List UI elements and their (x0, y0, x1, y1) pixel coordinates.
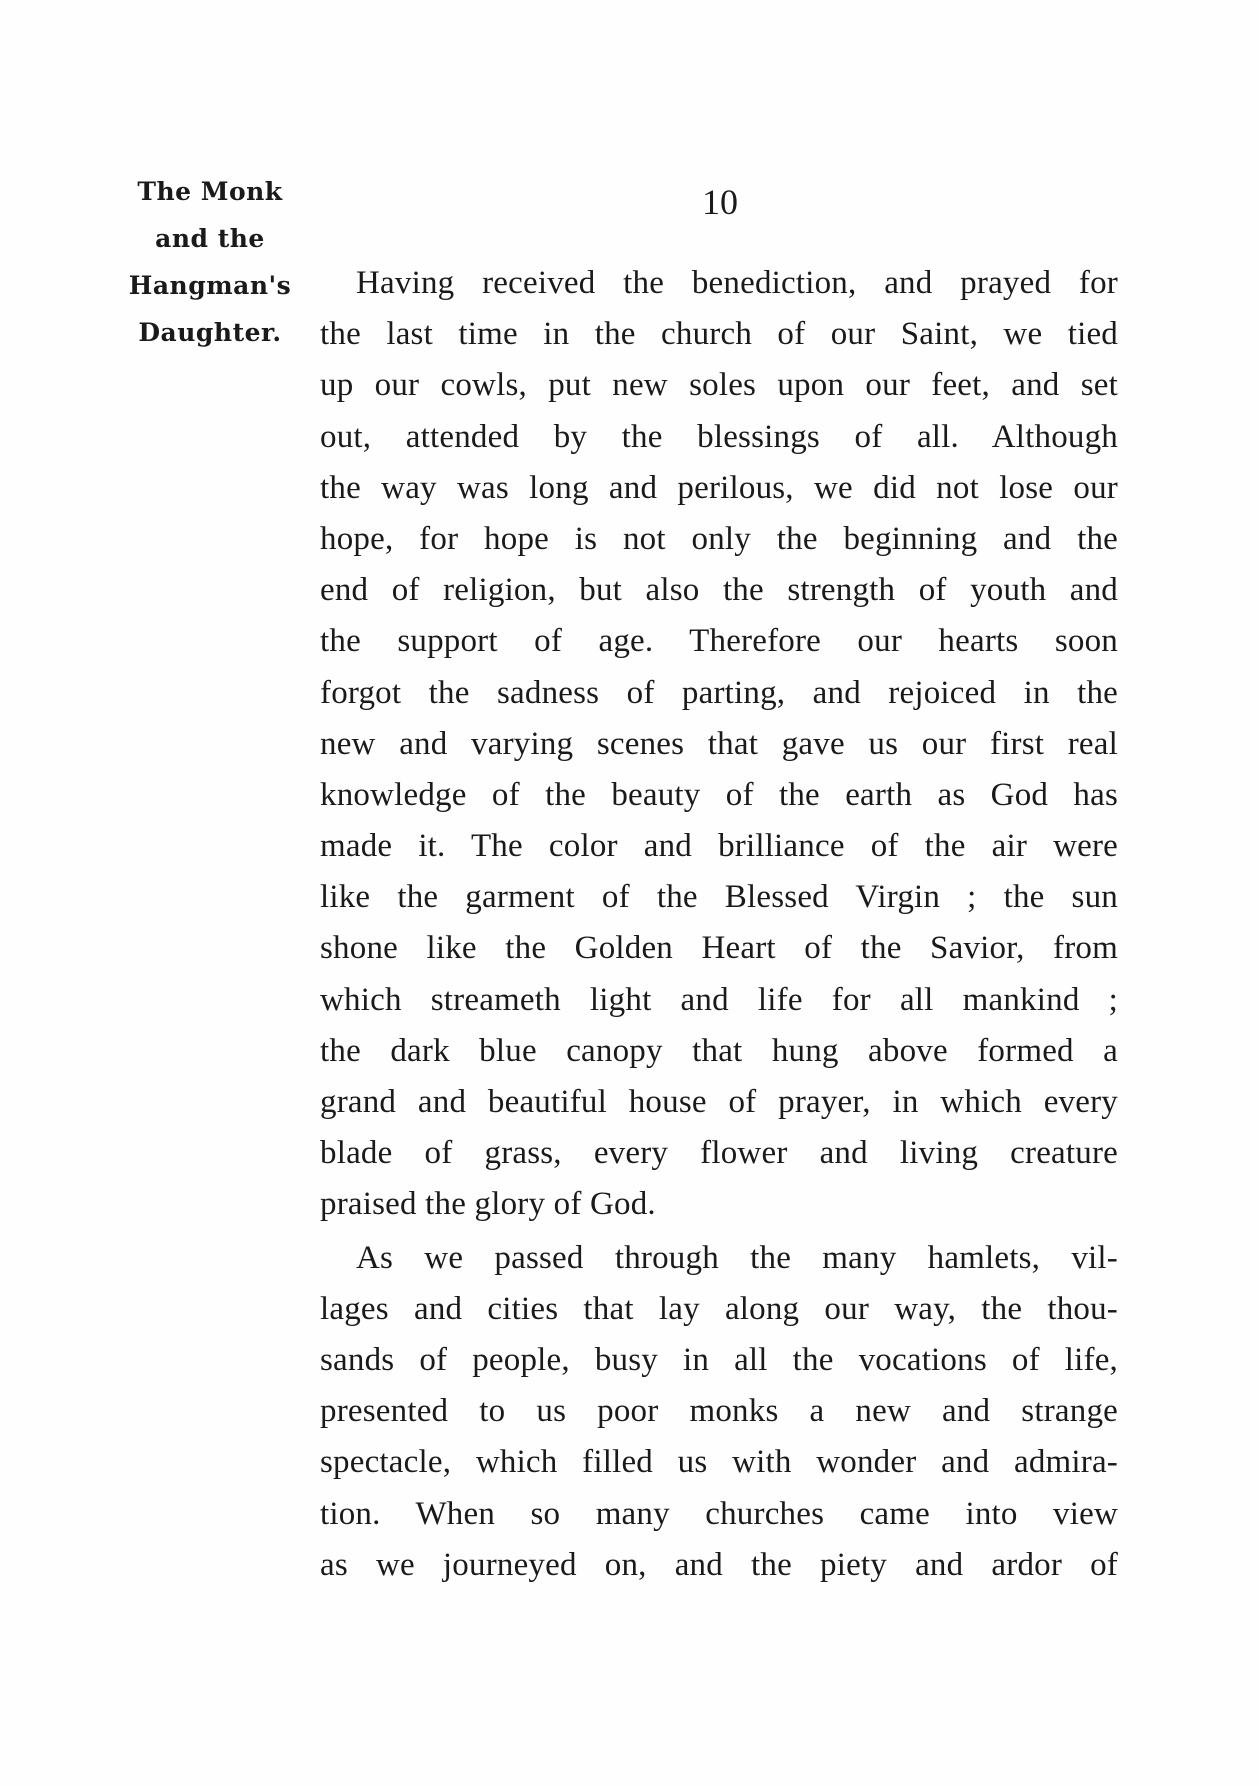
text-line: hope, for hope is not only the beginning and the (320, 520, 1118, 557)
text-line: blade of grass, every flower and living creature (320, 1135, 1118, 1172)
text-line: the way was long and perilous, we did not lose our (320, 469, 1118, 506)
text-line: spectacle, which filled us with wonder and admira- (320, 1444, 1118, 1481)
text-line: which streameth light and life for all mankind ; (320, 981, 1118, 1018)
text-line: as we journeyed on, and the piety and ardor of (320, 1546, 1118, 1583)
text-line: forgot the sadness of parting, and rejoiced in the (320, 674, 1118, 711)
text-line: As we passed through the many hamlets, vil- (356, 1239, 1118, 1276)
running-title (110, 168, 310, 356)
text-line: tion. When so many churches came into view (320, 1495, 1118, 1532)
body-text (320, 258, 1118, 1591)
paragraph-2 (320, 1233, 1118, 1591)
paragraph-1 (320, 258, 1118, 1231)
text-line: made it. The color and brilliance of the air were (320, 828, 1118, 865)
running-title-line: Hangman's (128, 271, 292, 300)
page-number: 10 (702, 182, 738, 222)
text-line: grand and beautiful house of prayer, in which every (320, 1084, 1118, 1120)
text-line: sands of people, busy in all the vocations of life, (320, 1341, 1118, 1378)
text-line: up our cowls, put new soles upon our feet, and set (320, 367, 1118, 404)
text-line: new and varying scenes that gave us our first real (320, 725, 1118, 762)
running-title-line: Daughter. (138, 318, 282, 347)
text-line: presented to us poor monks a new and strange (320, 1393, 1118, 1430)
running-title-line: and the (155, 224, 265, 253)
text-line: lages and cities that lay along our way, the thou- (320, 1290, 1118, 1327)
text-line: the dark blue canopy that hung above formed a (320, 1032, 1118, 1069)
text-line: knowledge of the beauty of the earth as God has (320, 776, 1118, 813)
text-line: Having received the benediction, and prayed for (356, 265, 1118, 301)
text-line: praised the glory of God. (320, 1186, 656, 1223)
text-line: like the garment of the Blessed Virgin ; the sun (320, 879, 1118, 916)
text-line: shone like the Golden Heart of the Savior, from (320, 930, 1118, 967)
text-line: the support of age. Therefore our hearts soon (320, 623, 1118, 660)
text-line: out, attended by the blessings of all. Although (320, 418, 1118, 455)
text-line: the last time in the church of our Saint, we tied (320, 316, 1118, 353)
running-title-line: The Monk (137, 177, 283, 206)
text-line: end of religion, but also the strength of youth and (320, 572, 1118, 609)
